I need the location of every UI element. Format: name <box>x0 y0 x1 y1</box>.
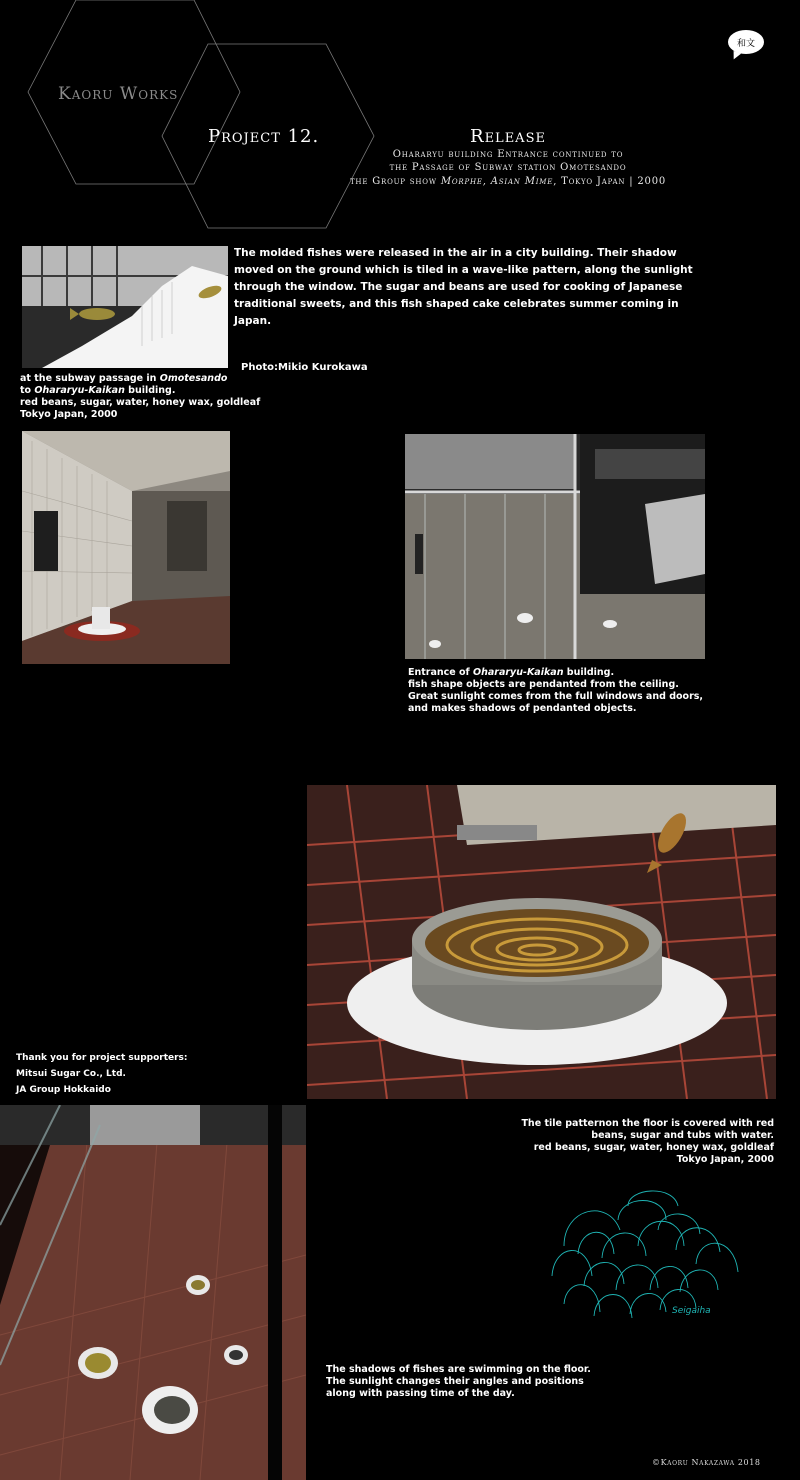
subtitle-line-3: the Group show Morphe, Asian Mime, Tokyo Japan | 2000 <box>349 176 667 187</box>
caption-entrance: Entrance of Ohararyu-Kaikan building. fish shape objects are pendanted from the ceiling. Great sunlight comes from the full windows and doors, and makes shadows of pendanted objects. <box>408 667 704 714</box>
supporters-section <box>16 1050 188 1098</box>
subtitle-line-2: the Passage of Subway station Omotesando <box>389 162 627 173</box>
caption-subway-passage: at the subway passage in Omotesando to Ohararyu-Kaikan building. red beans, sugar, water, honey wax, goldleaf Tokyo Japan, 2000 <box>20 373 261 420</box>
brand-logo[interactable]: Kaoru Works <box>58 84 179 104</box>
caption-shadows: The shadows of fishes are swimming on the floor. The sunlight changes their angles and positions along with passing time of the day. <box>326 1364 591 1399</box>
photo-entrance[interactable] <box>405 434 705 659</box>
supporter-item: Mitsui Sugar Co., Ltd. <box>16 1069 126 1079</box>
supporters-heading: Thank you for project supporters: <box>16 1053 188 1063</box>
seigaiha-label: Seigaiha <box>672 1306 711 1316</box>
copyright: ©Kaoru Nakazawa 2018 <box>652 1458 761 1467</box>
intro-paragraph: The molded fishes were released in the air in a city building. Their shadow moved on the ground which is tiled in a wave-like pattern, along the sunlight through the window. The sugar and beans are used for cooking of Japanese traditional sweets, and this fish shaped cake celebrates summer coming in Japan. <box>234 247 693 327</box>
japanese-language-button[interactable]: 和文 <box>728 30 764 54</box>
caption-tile-pattern: The tile patternon the floor is covered with red beans, sugar and tubs with water. red beans, sugar, water, honey wax, goldleaf Tokyo Japan, 2000 <box>521 1118 774 1165</box>
header-hexagons <box>0 0 800 240</box>
photo-credit: Photo:Mikio Kurokawa <box>241 362 368 373</box>
photo-tub-with-fish[interactable] <box>307 785 776 1099</box>
project-number: Project 12. <box>208 126 320 147</box>
seigaiha-drawing <box>548 1186 748 1324</box>
supporter-item: JA Group Hokkaido <box>16 1085 111 1095</box>
photo-floor-shadows[interactable] <box>0 1105 306 1480</box>
show-name: Morphe, Asian Mime <box>440 176 554 187</box>
page-title: Release <box>470 126 546 147</box>
photo-subway-passage[interactable] <box>22 431 230 664</box>
photo-fish-plaster[interactable] <box>22 246 228 368</box>
subtitle-line-1: Ohararyu building Entrance continued to <box>392 149 624 160</box>
